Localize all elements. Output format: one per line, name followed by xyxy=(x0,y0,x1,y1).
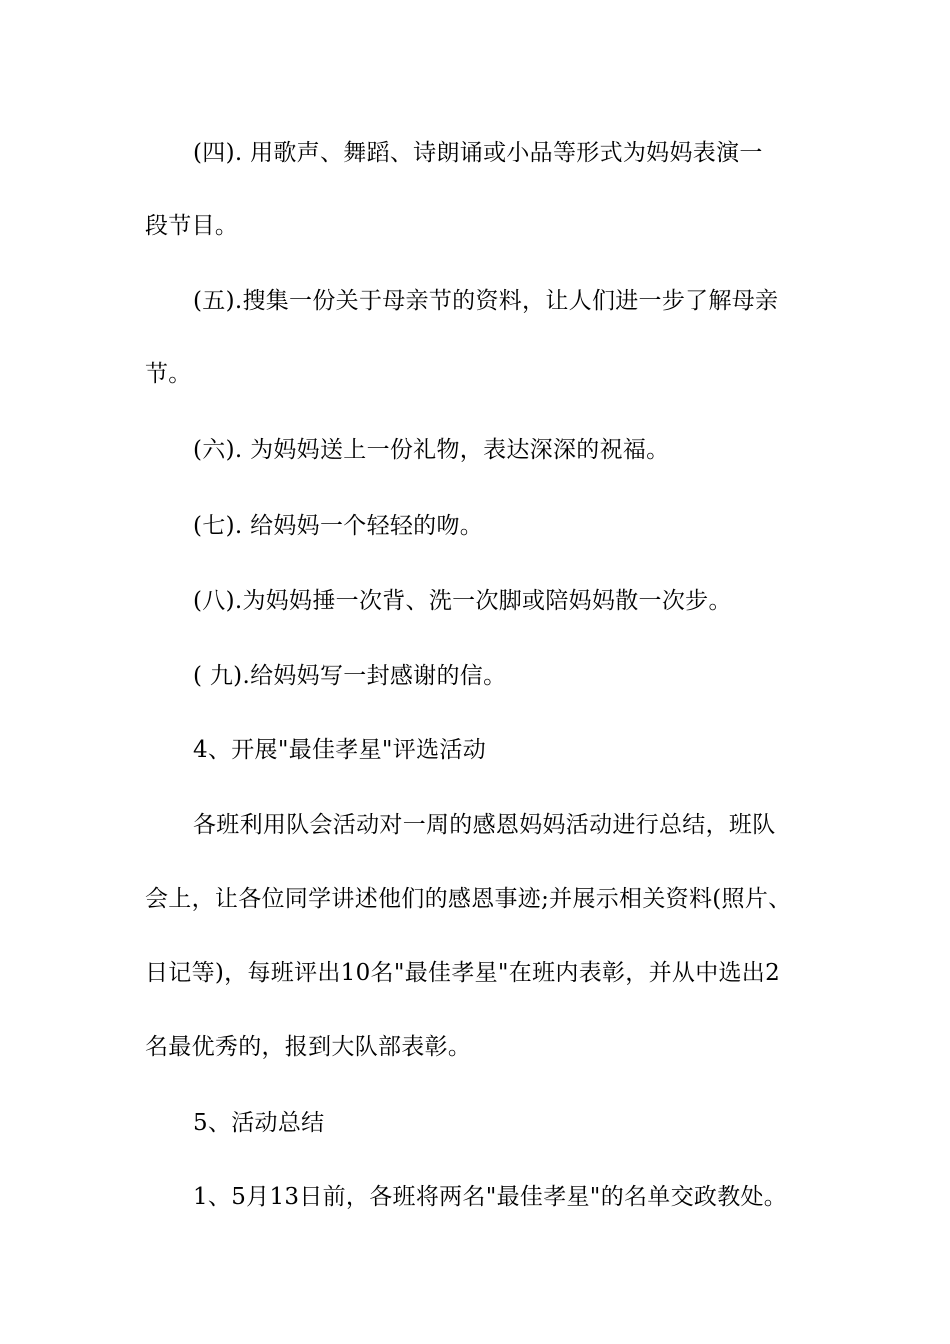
list-item-4-line-1: (四). 用歌声、舞蹈、诗朗诵或小品等形式为妈妈表演一 xyxy=(193,140,763,166)
paragraph-line-3: 日记等)，每班评出10名"最佳孝星"在班内表彰，并从中选出2 xyxy=(145,960,781,986)
list-item-5-line-1: (五).搜集一份关于母亲节的资料，让人们进一步了解母亲 xyxy=(193,288,779,314)
list-item-9: ( 九).给妈妈写一封感谢的信。 xyxy=(193,663,507,689)
section-heading-4: 4、开展"最佳孝星"评选活动 xyxy=(193,737,486,763)
paragraph-line-1: 各班利用队会活动对一周的感恩妈妈活动进行总结，班队 xyxy=(193,812,776,838)
list-item-6: (六). 为妈妈送上一份礼物，表达深深的祝福。 xyxy=(193,437,670,463)
list-item-4-line-2: 段节目。 xyxy=(145,213,239,239)
summary-item-1: 1、5月13日前，各班将两名"最佳孝星"的名单交政教处。 xyxy=(193,1184,788,1210)
list-item-8: (八).为妈妈捶一次背、洗一次脚或陪妈妈散一次步。 xyxy=(193,588,732,614)
list-item-7: (七). 给妈妈一个轻轻的吻。 xyxy=(193,513,484,539)
section-heading-5: 5、活动总结 xyxy=(193,1110,325,1136)
paragraph-line-2: 会上，让各位同学讲述他们的感恩事迹;并展示相关资料(照片、 xyxy=(145,886,792,912)
paragraph-line-4: 名最优秀的，报到大队部表彰。 xyxy=(145,1034,472,1060)
list-item-5-line-2: 节。 xyxy=(145,361,192,387)
